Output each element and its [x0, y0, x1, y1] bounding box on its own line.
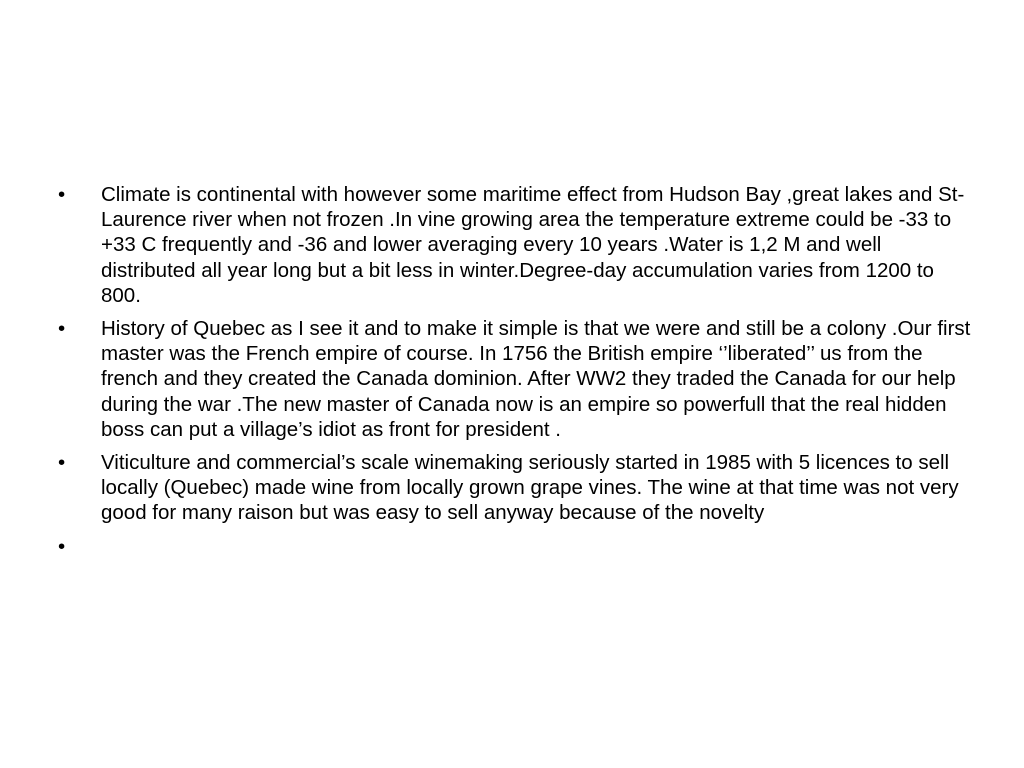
- bullet-list: [58, 182, 978, 567]
- bullet-item-history: [58, 316, 978, 442]
- bullet-marker: •: [58, 317, 66, 341]
- bullet-marker: •: [58, 451, 66, 475]
- bullet-text-viticulture: Viticulture and commercial’s scale winemaking seriously started in 1985 with 5 licences to sell locally (Quebec) made wine from locally grown grape vines. The wine at that time was not very good for many raison but was easy to sell anyway because of the novelty: [101, 451, 959, 525]
- bullet-item-empty: [58, 534, 978, 559]
- bullet-item-climate: [58, 182, 978, 308]
- bullet-marker: •: [58, 183, 66, 206]
- bullet-marker: •: [58, 534, 66, 558]
- bullet-text-empty: [101, 534, 978, 559]
- bullet-text-history: History of Quebec as I see it and to make it simple is that we were and still be a colony .Our first master was the French empire of course. In 1756 the British empire ‘’liberated’’ us from the french and they created the Canada dominion. After WW2 they traded the Canada for our help during the war .The new master of Canada now is an empire so powerfull that the real hidden boss can put a village’s idiot as front for president .: [101, 317, 971, 441]
- bullet-text-climate: Climate is continental with however some maritime effect from Hudson Bay ,great lakes and St-Laurence river when not frozen .In vine growing area the temperature extreme could be -33 to +33 C frequently and -36 and lower averaging every 10 years .Water is 1,2 M and well distributed all year long but a bit less in winter.Degree-day accumulation varies from 1200 to 800.: [101, 183, 965, 307]
- bullet-item-viticulture: [58, 450, 978, 526]
